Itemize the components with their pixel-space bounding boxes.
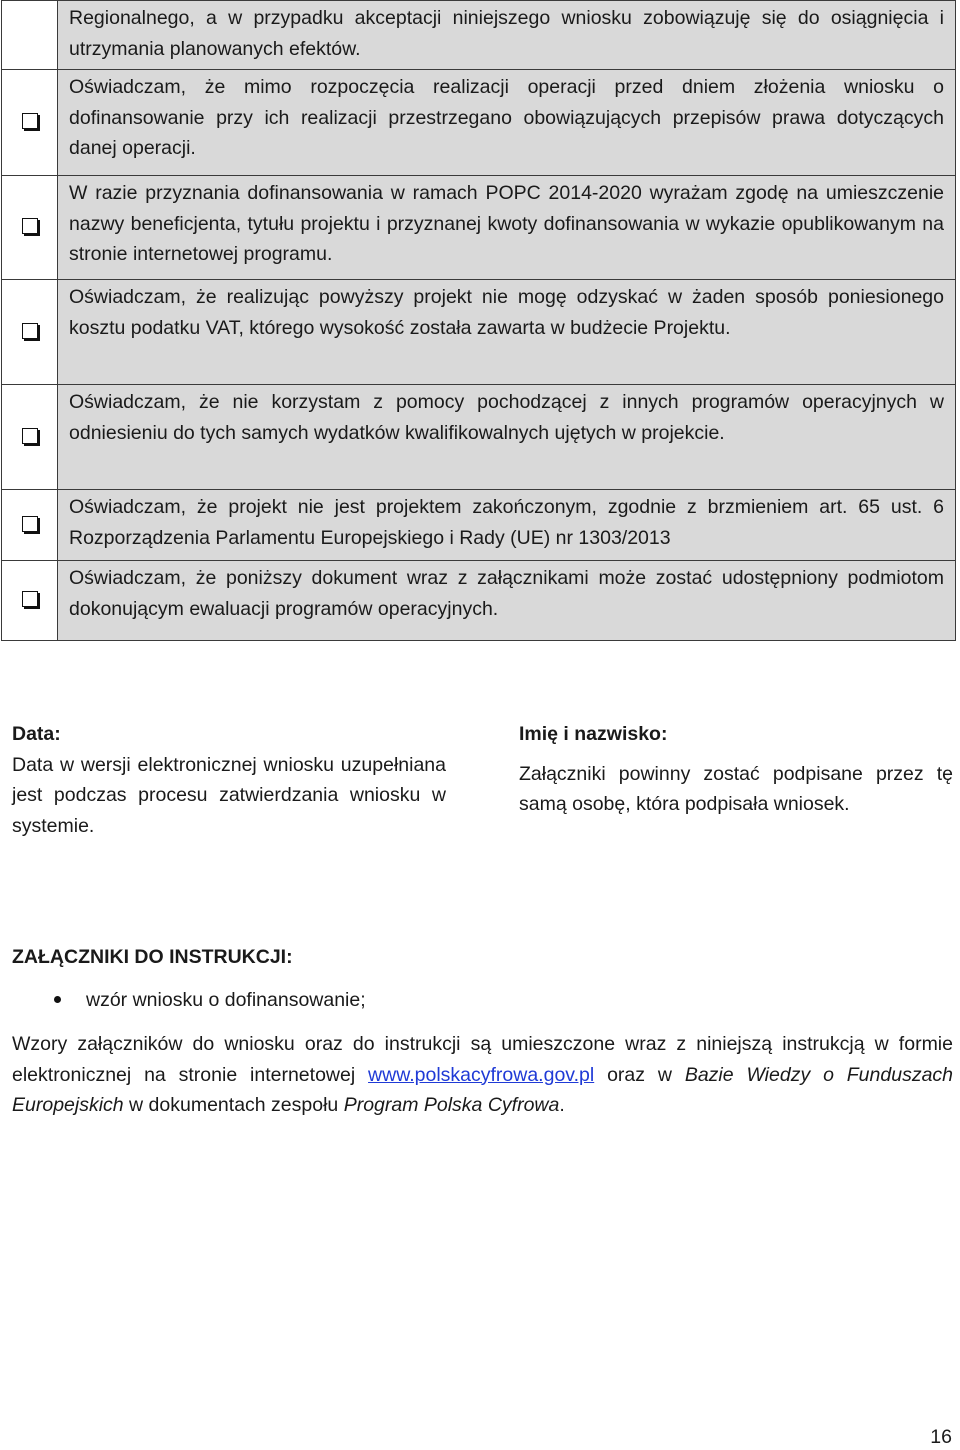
declaration-row	[2, 280, 956, 385]
attachments-paragraph	[12, 1029, 953, 1121]
declaration-text: Oświadczam, że nie korzystam z pomocy pochodzącej z innych programów operacyjnych w odniesieniu do tych samych wydatków kwalifikowalnych ujętych w projekcie.	[58, 385, 956, 490]
declaration-checkbox[interactable]	[22, 516, 38, 532]
website-link[interactable]: www.polskacyfrowa.gov.pl	[368, 1063, 595, 1086]
declaration-checkbox[interactable]	[22, 428, 38, 444]
checkbox-cell-empty	[2, 1, 58, 70]
date-label: Data:	[12, 723, 61, 745]
paragraph-text: Wzory załączników do wniosku oraz do instrukcji są umieszczone wraz z niniejszą instrukcją w formie elektronicznej na stronie internetowej	[12, 1033, 953, 1086]
declaration-checkbox[interactable]	[22, 218, 38, 234]
declarations-table	[1, 0, 956, 641]
declaration-checkbox[interactable]	[22, 113, 38, 129]
checkbox-cell	[2, 70, 58, 176]
declaration-text: W razie przyznania dofinansowania w ramach POPC 2014-2020 wyrażam zgodę na umieszczenie nazwy beneficjenta, tytułu projektu i przyznanej kwoty dofinansowania w wykazie opublikowanym na stronie internetowej programu.	[58, 176, 956, 280]
declaration-checkbox[interactable]	[22, 323, 38, 339]
paragraph-text: w dokumentach zespołu	[123, 1094, 344, 1116]
name-block	[519, 719, 953, 820]
checkbox-cell	[2, 280, 58, 385]
declaration-row	[2, 176, 956, 280]
paragraph-italic-text: Bazie Wiedzy o Funduszach Europejskich	[12, 1063, 954, 1116]
attachments-section	[12, 942, 953, 1121]
paragraph-text: .	[559, 1094, 565, 1116]
declaration-text: Oświadczam, że poniższy dokument wraz z załącznikami może zostać udostępniony podmiotom dokonującym ewaluacji programów operacyjnych.	[58, 561, 956, 641]
checkbox-cell	[2, 490, 58, 561]
date-block	[12, 719, 446, 841]
declaration-row	[2, 1, 956, 70]
paragraph-italic-text: Program Polska Cyfrowa	[343, 1094, 560, 1116]
list-item-text: wzór wniosku o dofinansowanie;	[86, 988, 366, 1011]
checkbox-cell	[2, 561, 58, 641]
bullet-icon	[54, 996, 61, 1003]
name-label: Imię i nazwisko:	[519, 723, 668, 745]
checkbox-cell	[2, 176, 58, 280]
declaration-row	[2, 70, 956, 176]
paragraph-text: oraz w	[594, 1063, 685, 1086]
declaration-checkbox[interactable]	[22, 591, 38, 607]
declaration-text: Oświadczam, że projekt nie jest projektem zakończonym, zgodnie z brzmieniem art. 65 ust. 6 Rozporządzenia Parlamentu Europejskiego i Rady (UE) nr 1303/2013	[58, 490, 956, 561]
attachments-heading: ZAŁĄCZNIKI DO INSTRUKCJI:	[12, 946, 293, 968]
declaration-row	[2, 490, 956, 561]
declaration-text: Regionalnego, a w przypadku akceptacji niniejszego wniosku zobowiązuję się do osiągnięcia i utrzymania planowanych efektów.	[58, 1, 956, 70]
list-item	[12, 985, 953, 1016]
declaration-row	[2, 561, 956, 641]
declaration-row	[2, 385, 956, 490]
page-number: 16	[930, 1426, 952, 1448]
declaration-text: Oświadczam, że mimo rozpoczęcia realizacji operacji przed dniem złożenia wniosku o dofinansowanie przy ich realizacji przestrzegano obowiązujących przepisów prawa dotyczących danej operacji.	[58, 70, 956, 176]
name-note: Załączniki powinny zostać podpisane przez tę samą osobę, która podpisała wniosek.	[519, 762, 953, 815]
declaration-text: Oświadczam, że realizując powyższy projekt nie mogę odzyskać w żaden sposób poniesionego kosztu podatku VAT, którego wysokość została zawarta w budżecie Projektu.	[58, 280, 956, 385]
date-note: Data w wersji elektronicznej wniosku uzupełniana jest podczas procesu zatwierdzania wniosku w systemie.	[12, 753, 446, 837]
checkbox-cell	[2, 385, 58, 490]
